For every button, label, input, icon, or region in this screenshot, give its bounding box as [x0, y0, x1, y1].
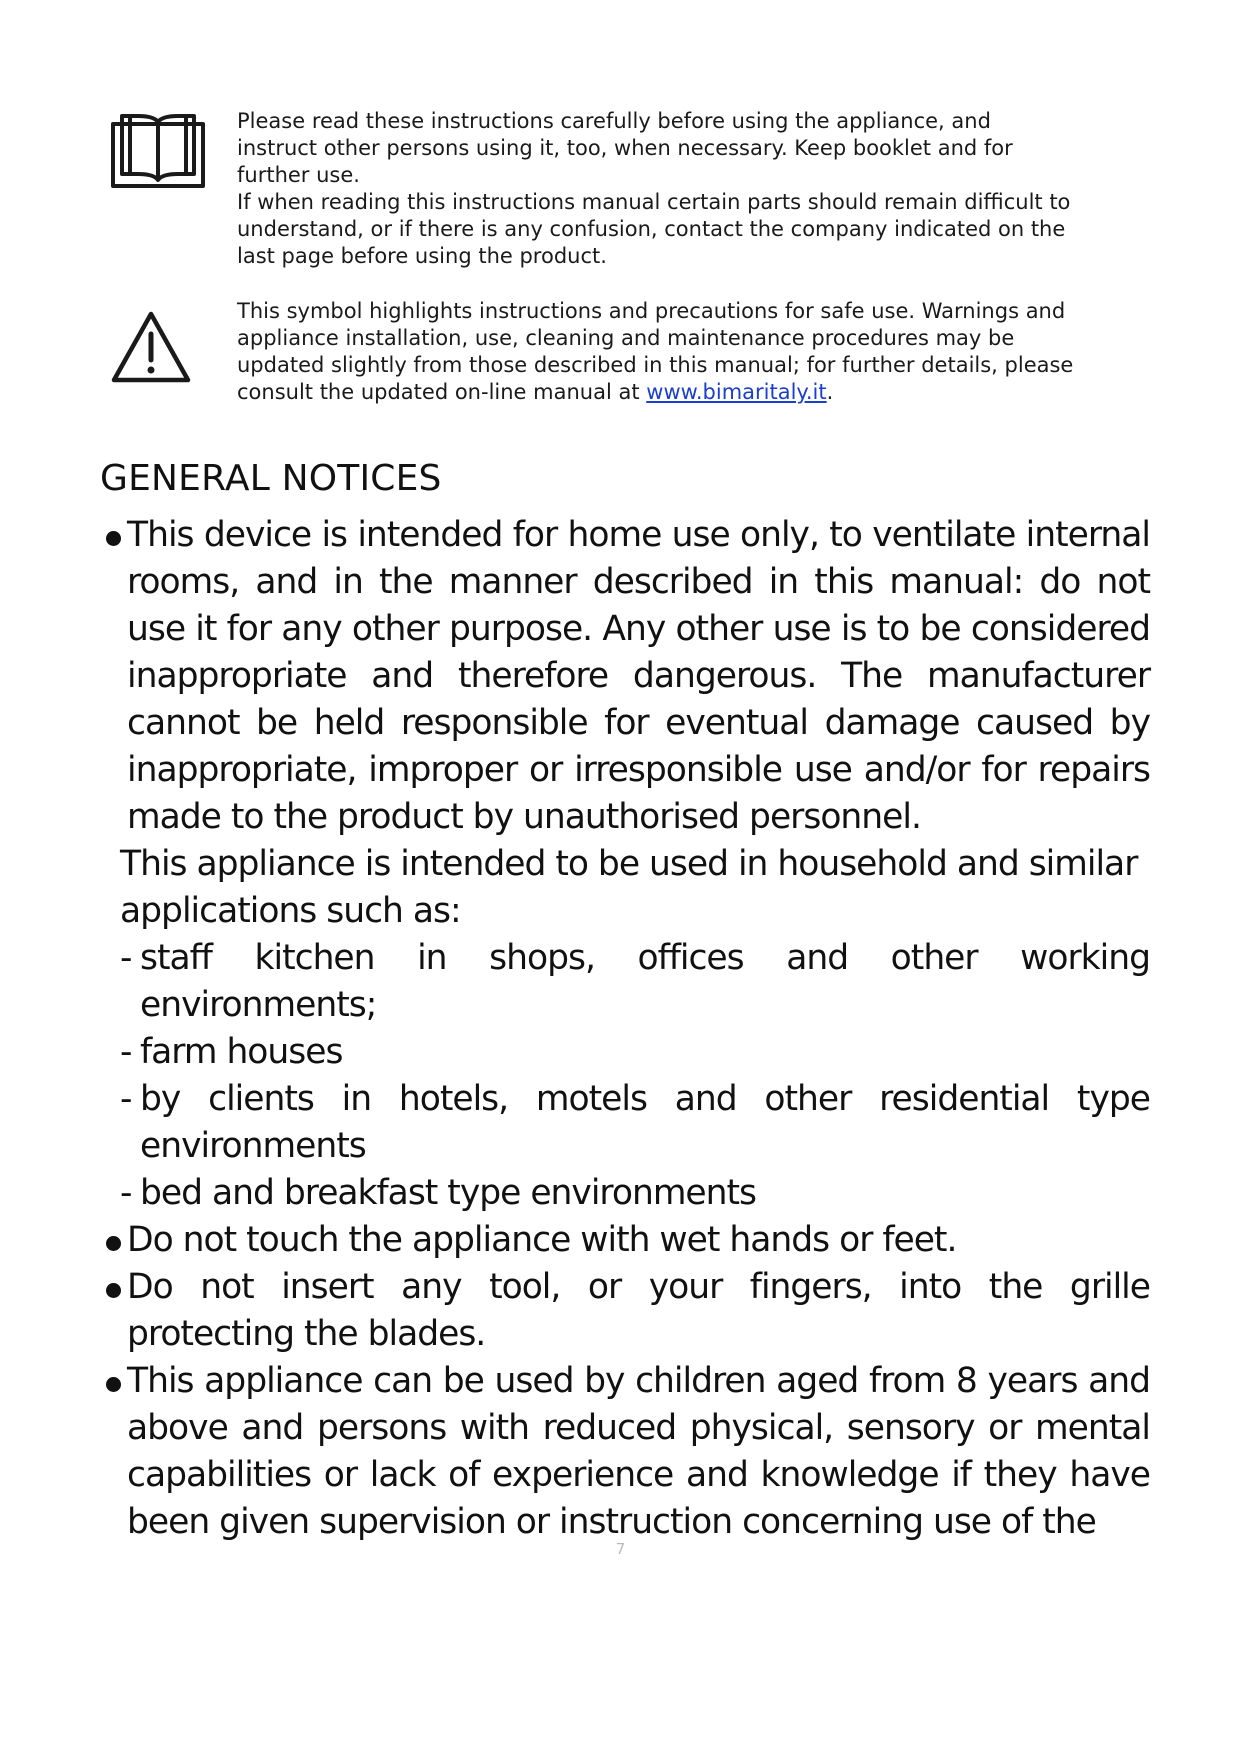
warning-triangle-icon — [110, 310, 210, 388]
application-list-text: bed and breakfast type environments — [140, 1173, 757, 1213]
list-dash: - — [120, 938, 132, 978]
list-dash: - — [120, 1079, 132, 1119]
application-list-item — [100, 935, 1150, 1029]
notice-text: This device is intended for home use only, to ventilate internal rooms, and in the manner described in this manual: do not use it for any other purpose. Any other use is to be considered inappropriate and therefore dangerous. The manufacturer cannot be held responsible for eventual damage caused by inappropriate, improper or irresponsible use and/or for repairs made to the product by unauthorised personnel. — [127, 515, 1150, 837]
notice-text: This appliance can be used by children aged from 8 years and above and persons with reduced physical, sensory or mental capabilities or lack of experience and knowledge if they have been given supervision or instruction concerning use of the — [127, 1361, 1150, 1542]
bullet-dot — [106, 531, 121, 546]
application-list-text: staff kitchen in shops, offices and other working environments; — [140, 938, 1150, 1025]
read-instructions-text — [237, 108, 1077, 270]
notice-bullet-children — [100, 1358, 1150, 1546]
link-trailing-punctuation: . — [826, 380, 834, 404]
application-list-item — [100, 1170, 1150, 1217]
general-notices-title: GENERAL NOTICES — [100, 458, 442, 499]
safety-warning-body: This symbol highlights instructions and precautions for safe use. Warnings and appliance installation, use, cleaning and maintenance procedures may be updated slightly from those described in this manual; for further details, please consult the updated on-line manual at — [237, 299, 1074, 404]
bullet-dot — [106, 1377, 121, 1392]
notice-bullet-wet-hands — [100, 1217, 1150, 1264]
household-use-intro: This appliance is intended to be used in household and similar applications such as: — [120, 844, 1138, 931]
general-notices-body — [100, 512, 1150, 1546]
list-dash: - — [120, 1032, 132, 1072]
list-dash: - — [120, 1173, 132, 1213]
notice-text: Do not touch the appliance with wet hands or feet. — [127, 1220, 957, 1260]
read-instructions-paragraph-1: Please read these instructions carefully before using the appliance, and instruct other persons using it, too, when necessary. Keep booklet and for further use. — [237, 109, 1013, 187]
bullet-dot — [106, 1283, 121, 1298]
notice-text: Do not insert any tool, or your fingers, into the grille protecting the blades. — [127, 1267, 1150, 1354]
read-instructions-paragraph-2: If when reading this instructions manual certain parts should remain difficult to understand, or if there is any confusion, contact the company indicated on the last page before using the product. — [237, 190, 1071, 268]
page-number: 7 — [615, 1540, 626, 1558]
notice-bullet-intended-use — [100, 512, 1150, 841]
application-list-text: farm houses — [140, 1032, 343, 1072]
application-list-text: by clients in hotels, motels and other residential type environments — [140, 1079, 1150, 1166]
open-book-icon — [110, 114, 210, 194]
notice-bullet-grille — [100, 1264, 1150, 1358]
online-manual-link[interactable]: www.bimaritaly.it — [646, 380, 827, 404]
safety-warning-text — [237, 298, 1077, 406]
bullet-dot — [106, 1236, 121, 1251]
application-list-item — [100, 1076, 1150, 1170]
application-list-item — [100, 1029, 1150, 1076]
